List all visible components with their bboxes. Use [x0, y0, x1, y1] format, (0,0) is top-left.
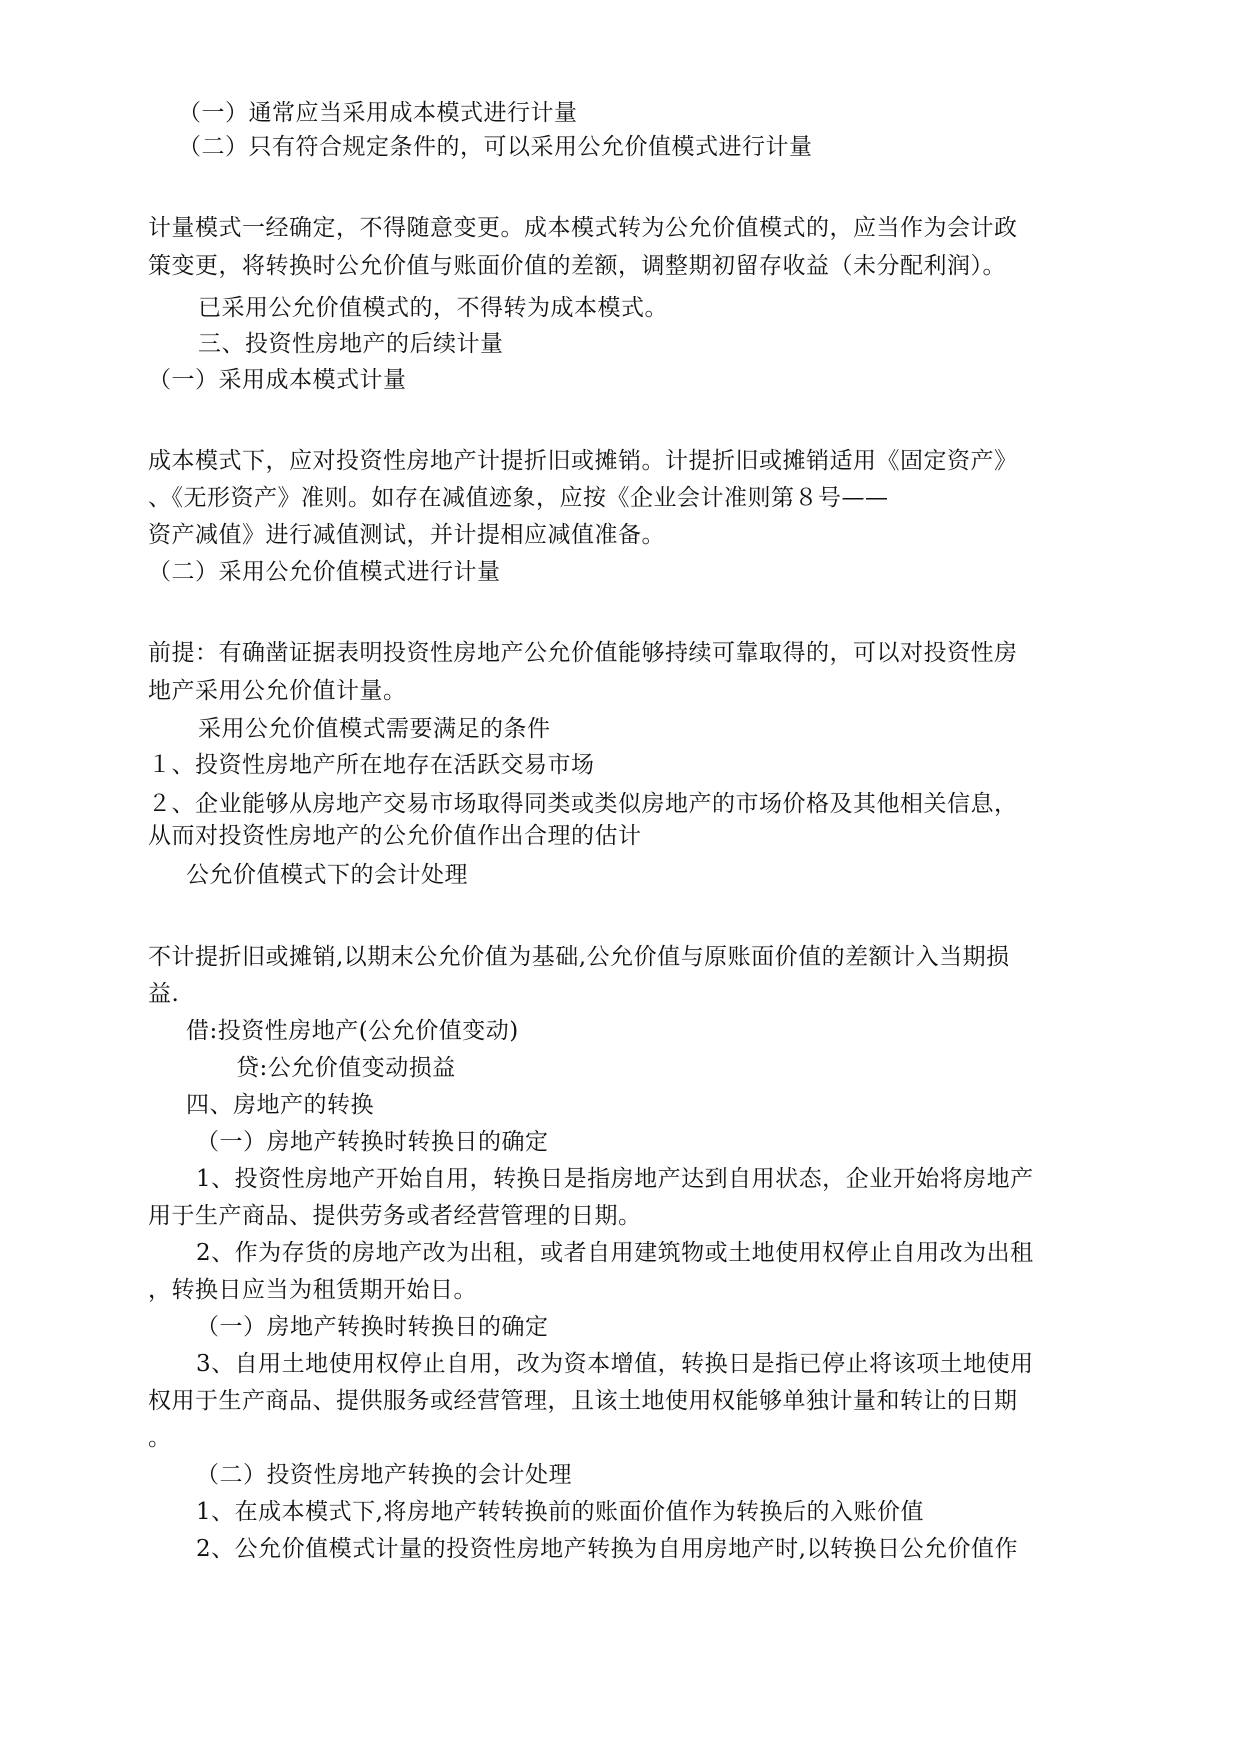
text-line: 3、自用土地使用权停止自用，改为资本增值，转换日是指已停止将该项土地使用: [196, 1351, 1034, 1377]
text-line: 采用公允价值模式需要满足的条件: [198, 716, 551, 742]
journal-entry-credit: 贷:公允价值变动损益: [236, 1055, 456, 1081]
text-line: 从而对投资性房地产的公允价值作出合理的估计: [148, 823, 642, 849]
journal-entry-debit: 借:投资性房地产(公允价值变动): [186, 1018, 519, 1044]
text-line: 公允价值模式下的会计处理: [186, 862, 468, 888]
text-line: 不计提折旧或摊销,以期末公允价值为基础,公允价值与原账面价值的差额计入当期损: [148, 944, 1010, 970]
text-line: 1、投资性房地产开始自用，转换日是指房地产达到自用状态，企业开始将房地产: [196, 1166, 1034, 1192]
subsection-heading: （一）采用成本模式计量: [148, 367, 407, 393]
text-line: （一）通常应当采用成本模式进行计量: [178, 100, 578, 126]
text-line: （二）只有符合规定条件的，可以采用公允价值模式进行计量: [178, 134, 813, 160]
subsection-heading: （一）房地产转换时转换日的确定: [196, 1314, 549, 1340]
text-line: 地产采用公允价值计量。: [148, 678, 407, 704]
text-line: 策变更，将转换时公允价值与账面价值的差额，调整期初留存收益（未分配利润）。: [148, 253, 1006, 279]
text-line: 权用于生产商品、提供服务或经营管理，且该土地使用权能够单独计量和转让的日期: [148, 1388, 1018, 1414]
text-line: 益.: [148, 981, 180, 1007]
text-line: 前提：有确凿证据表明投资性房地产公允价值能够持续可靠取得的，可以对投资性房: [148, 640, 1018, 666]
subsection-heading: （二）采用公允价值模式进行计量: [148, 559, 501, 585]
subsection-heading: （二）投资性房地产转换的会计处理: [196, 1462, 572, 1488]
list-item: １、投资性房地产所在地存在活跃交易市场: [148, 752, 595, 778]
text-line: 、《无形资产》准则。如存在减值迹象，应按《企业会计准则第８号——: [148, 485, 889, 511]
text-line: 成本模式下，应对投资性房地产计提折旧或摊销。计提折旧或摊销适用《固定资产》: [148, 448, 1018, 474]
text-line: 。: [148, 1425, 172, 1451]
text-line: ，转换日应当为租赁期开始日。: [148, 1277, 477, 1303]
text-line: 2、公允价值模式计量的投资性房地产转换为自用房地产时,以转换日公允价值作: [196, 1536, 1018, 1562]
text-line: 1、在成本模式下,将房地产转转换前的账面价值作为转换后的入账价值: [196, 1499, 924, 1525]
section-heading: 三、投资性房地产的后续计量: [198, 331, 504, 357]
section-heading: 四、房地产的转换: [186, 1092, 374, 1118]
text-line: 计量模式一经确定，不得随意变更。成本模式转为公允价值模式的，应当作为会计政: [148, 215, 1018, 241]
text-line: 用于生产商品、提供劳务或者经营管理的日期。: [148, 1203, 642, 1229]
subsection-heading: （一）房地产转换时转换日的确定: [196, 1129, 549, 1155]
text-line: 已采用公允价值模式的，不得转为成本模式。: [198, 295, 668, 321]
text-line: 2、作为存货的房地产改为出租，或者自用建筑物或土地使用权停止自用改为出租: [196, 1240, 1034, 1266]
text-line: 资产减值》进行减值测试，并计提相应减值准备。: [148, 522, 665, 548]
list-item: ２、企业能够从房地产交易市场取得同类或类似房地产的市场价格及其他相关信息，: [148, 791, 1018, 817]
